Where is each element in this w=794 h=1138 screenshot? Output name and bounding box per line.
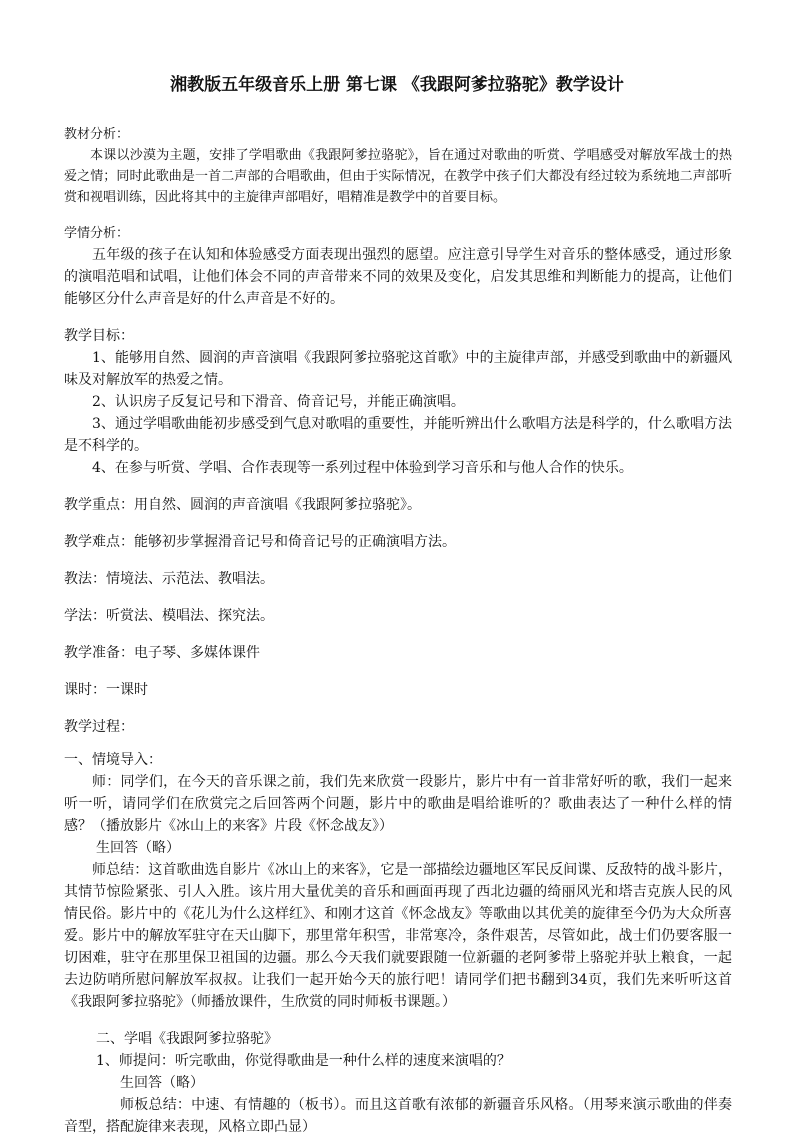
learning-method: 学法：听赏法、模唱法、探究法。 xyxy=(64,608,274,624)
student-answer-2: 生回答（略） xyxy=(120,1075,204,1091)
process-section-1-heading: 一、情境导入： xyxy=(64,752,162,768)
document-body xyxy=(64,124,732,1138)
question-1: 1、师提问：听完歌曲，你觉得歌曲是一种什么样的速度来演唱的？ xyxy=(96,1053,511,1069)
preparation: 教学准备：电子琴、多媒体课件 xyxy=(64,645,260,661)
goal-item-3: 3、通过学唱歌曲能初步感受到气息对歌唱的重要性，并能听辨出什么歌唱方法是科学的，什么歌唱方法是不科学的。 xyxy=(64,416,732,454)
goal-item-1: 1、能够用自然、圆润的声音演唱《我跟阿爹拉骆驼这首歌》中的主旋律声部，并感受到歌曲中的新疆风味及对解放军的热爱之情。 xyxy=(64,350,732,388)
goal-item-4: 4、在参与听赏、学唱、合作表现等一系列过程中体验到学习音乐和与他人合作的快乐。 xyxy=(92,460,633,476)
teacher-summary: 师总结：这首歌曲选自影片《冰山上的来客》，它是一部描绘边疆地区军民反间谍、反敌特的战斗影片，其情节惊险紧张、引人入胜。该片用大量优美的音乐和画面再现了西北边疆的绮丽风光和塔吉克族人民的风情民俗。影片中的《花儿为什么这样红》、和刚才这首《怀念战友》等歌曲以其优美的旋律至今仍为大众所喜爱。影片中的解放军驻守在天山脚下，那里常年积雪，非常寒冷，条件艰苦，尽管如此，战士们仍要客服一切困难，驻守在那里保卫祖国的边疆。那么今天我们就要跟随一位新疆的老阿爹带上骆驼并驮上粮食，一起去边防哨所慰问解放军叔叔。让我们一起开始今天的旅行吧！请同学们把书翻到34页，我们先来听听这首《我跟阿爹拉骆驼》（师播放课件，生欣赏的同时师板书课题。） xyxy=(64,862,732,1010)
student-analysis-text: 五年级的孩子在认知和体验感受方面表现出强烈的愿望。应注意引导学生对音乐的整体感受，通过形象的演唱范唱和试唱，让他们体会不同的声音带来不同的效果及变化，启发其思维和判断能力的提高，让他们能够区分什么声音是好的什么声音是不好的。 xyxy=(64,247,732,307)
class-hours: 课时：一课时 xyxy=(64,682,148,698)
section-heading-process: 教学过程： xyxy=(64,719,134,735)
goal-item-2: 2、认识房子反复记号和下滑音、倚音记号，并能正确演唱。 xyxy=(92,394,465,410)
document-title: 湘教版五年级音乐上册 第七课 《我跟阿爹拉骆驼》教学设计 xyxy=(170,75,624,95)
key-point: 教学重点：用自然、圆润的声音演唱《我跟阿爹拉骆驼》。 xyxy=(64,497,421,513)
section-heading-material: 教材分析： xyxy=(64,127,130,142)
material-analysis-text: 本课以沙漠为主题，安排了学唱歌曲《我跟阿爹拉骆驼》，旨在通过对歌曲的听赏、学唱感受对解放军战士的热爱之情；同时此歌曲是一首二声部的合唱歌曲，但由于实际情况，在教学中孩子们大都没有经过较为系统地二声部听赏和视唱训练，因此将其中的主旋律声部唱好，唱精准是教学中的首要目标。 xyxy=(64,148,732,205)
difficulty: 教学难点：能够初步掌握滑音记号和倚音记号的正确演唱方法。 xyxy=(64,534,456,550)
board-summary: 师板总结：中速、有情趣的（板书）。而且这首歌有浓郁的新疆音乐风格。（用琴来演示歌曲的伴奏音型，搭配旋律来表现，风格立即凸显） xyxy=(64,1097,732,1135)
section-heading-students: 学情分析： xyxy=(64,226,130,241)
section-heading-goals: 教学目标： xyxy=(64,328,134,344)
student-answer-1: 生回答（略） xyxy=(96,840,180,856)
teacher-intro: 师：同学们，在今天的音乐课之前，我们先来欣赏一段影片，影片中有一首非常好听的歌，我们一起来听一听，请同学们在欣赏完之后回答两个问题，影片中的歌曲是唱给谁听的？歌曲表达了一种什么样的情感？（播放影片《冰山上的来客》片段《怀念战友》） xyxy=(64,774,732,834)
process-section-2-heading: 二、学唱《我跟阿爹拉骆驼》 xyxy=(96,1031,278,1047)
teaching-method: 教法：情境法、示范法、教唱法。 xyxy=(64,571,274,587)
